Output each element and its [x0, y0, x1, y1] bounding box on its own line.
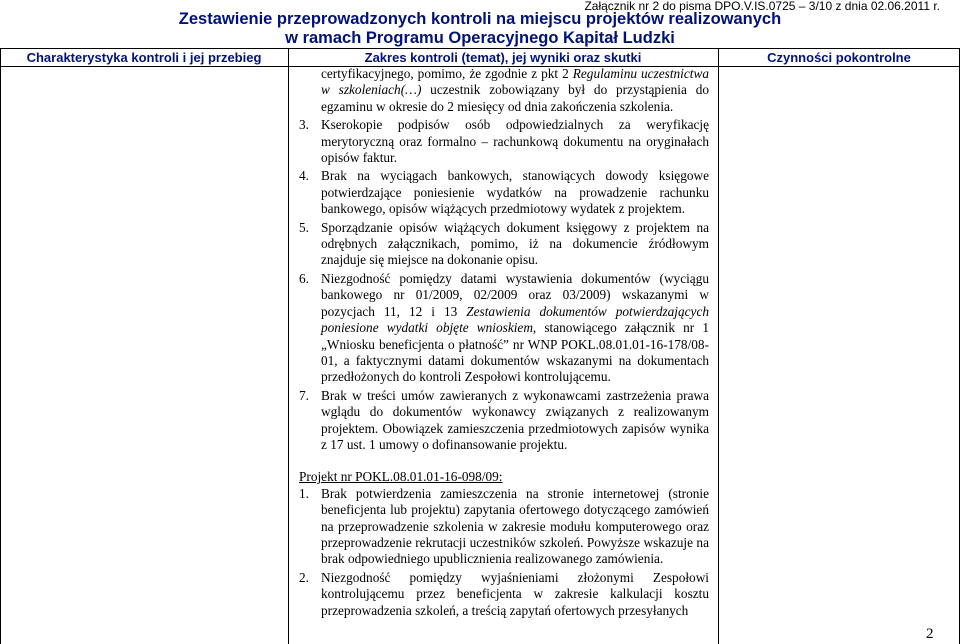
page-number: 2 — [926, 626, 934, 642]
column-divider-1 — [288, 48, 289, 644]
list-item: 3. Kserokopie podpisów osób odpowiedzialnych za weryfikację merytoryczną oraz formalno – rachunkową dokumentu na oryginałach opisów faktur. — [299, 117, 709, 166]
list-item: 6. Niezgodność pomiędzy datami wystawienia dokumentów (wyciągu bankowego nr 01/2009, 02/2009 oraz 03/2009) wskazanymi w pozycjach 11, 12 i 13 Zestawienia dokumentów potwierdzających poniesione wydatki objęte wnioskiem, stanowiącego załącznik nr 1 „Wniosku beneficjenta o płatność” nr WNP POKL.08.01.01-16-178/08-01, a faktycznymi datami dokumentów wskazanymi na dokumentach przedłożonych do kontroli Zespołowi kontrolującemu. — [299, 270, 710, 385]
column-header-characteristics: Charakterystyka kontroli i jej przebieg — [26, 50, 262, 65]
list-item: 7. Brak w treści umów zawieranych z wykonawcami zastrzeżenia prawa wglądu do dokumentów wykonawcy związanych z realizowanym projektem. Obowiązek zamieszczenia przedmiotowych zapisów wynika z 17 ust. 1 umowy o dofinansowanie projektu. — [299, 387, 709, 452]
document-subtitle: w ramach Programu Operacyjnego Kapitał Ludzki — [285, 29, 675, 47]
column-header-post-control: Czynności pokontrolne — [767, 50, 911, 65]
continued-paragraph: certyfikacyjnego, pomimo, że zgodnie z pkt 2 Regulaminu uczestnictwa w szkoleniach(…) uczestnik zobowiązany był do przystąpienia do egzaminu w okresie do 2 miesięcy od dnia zakończenia szkolenia. — [321, 66, 709, 114]
column-divider-2 — [718, 48, 719, 644]
table-top-border — [0, 48, 960, 49]
list-item: 5. Sporządzanie opisów wiążących dokument księgowy z projektem na odrębnych załącznikach, pomimo, iż na dokumencie źródłowym znajduje się miejsce na dokonanie opisu. — [299, 219, 709, 268]
findings-block — [299, 66, 709, 619]
table-left-border — [0, 48, 1, 644]
list-item: 4. Brak na wyciągach bankowych, stanowiących dowody księgowe potwierdzające poniesienie wydatków na prowadzenie rachunku bankowego, opisów wiążących przedmiotowy wydatek z projektem. — [299, 168, 709, 217]
project-heading: Projekt nr POKL.08.01.01-16-098/09: — [299, 469, 503, 485]
document-title: Zestawienie przeprowadzonych kontroli na miejscu projektów realizowanych — [178, 10, 782, 28]
list-item: 2. Niezgodność pomiędzy wyjaśnieniami złożonymi Zespołowi kontrolującemu przez beneficjenta w zakresie kalkulacji kosztu przeprowadzenia szkoleń, a treścią zapytań ofertowych przesyłanych — [299, 569, 709, 618]
attachment-note: Załącznik nr 2 do pisma DPO.V.IS.0725 – 3/10 z dnia 02.06.2011 r. — [584, 0, 940, 13]
list-item: 1. Brak potwierdzenia zamieszczenia na stronie internetowej (stronie beneficjenta lub projektu) zapytania ofertowego dotyczącego zamówień na przeprowadzenie szkolenia w zakresie modułu komputerowego oraz przeprowadzenie rekrutacji uczestników szkoleń. Powyższe wskazuje na brak odpowiedniego upublicznienia realizowanego zamówienia. — [299, 485, 709, 567]
column-header-scope: Zakres kontroli (temat), jej wyniki oraz skutki — [364, 50, 642, 65]
